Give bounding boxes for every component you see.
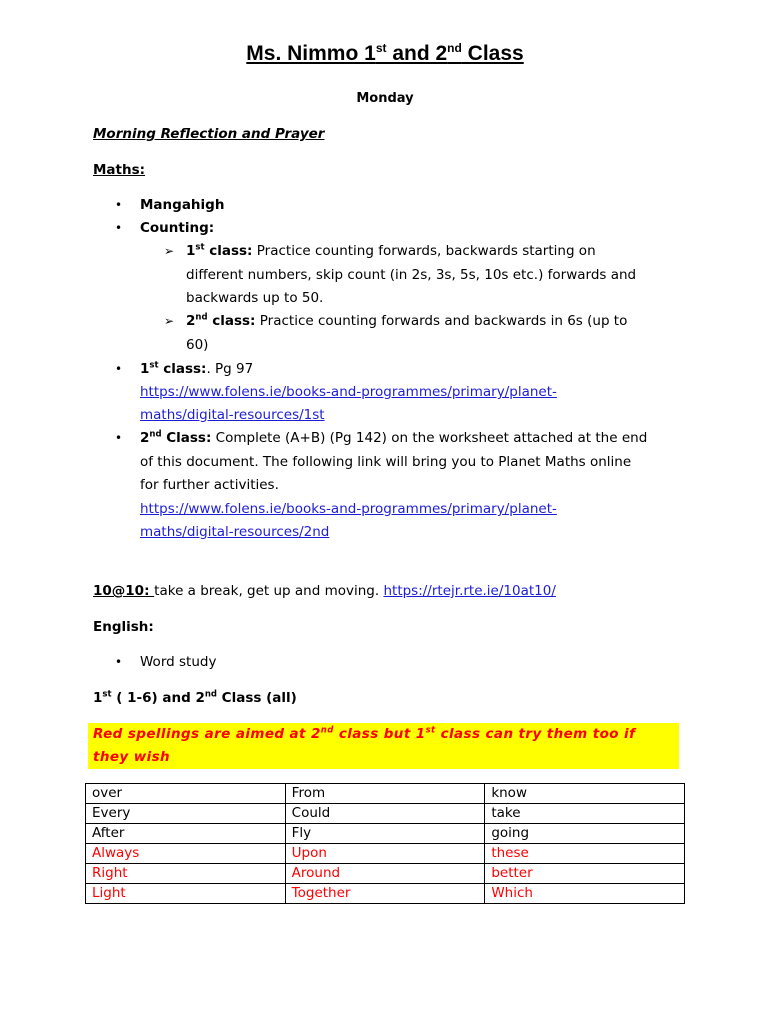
table-cell: better xyxy=(485,864,685,884)
bullet-icon: • xyxy=(115,362,123,376)
table-row xyxy=(86,884,685,904)
table-cell: Around xyxy=(285,864,485,884)
bullet-icon: • xyxy=(115,655,123,669)
break-line: 10@10: take a break, get up and moving. https://rtejr.rte.ie/10at10/ xyxy=(93,583,556,599)
table-cell: Always xyxy=(86,844,286,864)
table-cell: After xyxy=(86,824,286,844)
second-class-line: for further activities. xyxy=(140,477,279,493)
table-row xyxy=(86,804,685,824)
second-class-line: of this document. The following link will bring you to Planet Maths online xyxy=(140,454,632,470)
word-study-item: Word study xyxy=(140,654,217,670)
spelling-note: Red spellings are aimed at 2nd class but 1st class can try them too if they wish xyxy=(93,725,636,765)
table-cell: Could xyxy=(285,804,485,824)
spelling-table-body xyxy=(86,784,685,904)
counting-second-class-line: 60) xyxy=(186,337,209,353)
english-heading: English: xyxy=(93,619,154,635)
table-cell: Which xyxy=(485,884,685,904)
table-row xyxy=(86,844,685,864)
counting-first-class-line: different numbers, skip count (in 2s, 3s, 5s, 10s etc.) forwards and xyxy=(186,267,637,283)
table-cell: Every xyxy=(86,804,286,824)
maths-heading: Maths: xyxy=(93,162,146,178)
second-class-item: 2nd Class: Complete (A+B) (Pg 142) on the worksheet attached at the end xyxy=(140,429,648,446)
table-cell: know xyxy=(485,784,685,804)
table-row xyxy=(86,784,685,804)
mangahigh-item: Mangahigh xyxy=(140,197,225,213)
second-class-link[interactable]: maths/digital-resources/2nd xyxy=(140,524,330,540)
table-cell: going xyxy=(485,824,685,844)
spelling-table xyxy=(85,783,685,904)
bullet-icon: • xyxy=(115,431,123,445)
table-cell: Upon xyxy=(285,844,485,864)
table-row xyxy=(86,824,685,844)
first-class-link[interactable]: https://www.folens.ie/books-and-programmes/primary/planet- xyxy=(140,384,557,400)
arrow-bullet-icon: ➢ xyxy=(164,244,175,258)
table-cell: over xyxy=(86,784,286,804)
classes-heading: 1st ( 1-6) and 2nd Class (all) xyxy=(93,689,297,706)
table-cell: Fly xyxy=(285,824,485,844)
table-cell: Light xyxy=(86,884,286,904)
first-class-link[interactable]: maths/digital-resources/1st xyxy=(140,407,325,423)
arrow-bullet-icon: ➢ xyxy=(164,314,175,328)
counting-first-class-line: backwards up to 50. xyxy=(186,290,324,306)
table-cell: Together xyxy=(285,884,485,904)
break-link[interactable]: https://rtejr.rte.ie/10at10/ xyxy=(383,583,556,599)
table-cell: From xyxy=(285,784,485,804)
counting-first-class: 1st class: Practice counting forwards, backwards starting on xyxy=(186,242,596,259)
bullet-icon: • xyxy=(115,198,123,212)
page-title: Ms. Nimmo 1st and 2nd Class xyxy=(246,41,524,65)
counting-second-class: 2nd class: Practice counting forwards and backwards in 6s (up to xyxy=(186,312,628,329)
table-cell: take xyxy=(485,804,685,824)
day-heading: Monday xyxy=(356,91,414,106)
morning-heading: Morning Reflection and Prayer xyxy=(93,126,325,142)
table-cell: these xyxy=(485,844,685,864)
table-row xyxy=(86,864,685,884)
second-class-link[interactable]: https://www.folens.ie/books-and-programmes/primary/planet- xyxy=(140,501,557,517)
bullet-icon: • xyxy=(115,221,123,235)
table-cell: Right xyxy=(86,864,286,884)
first-class-item: 1st class:. Pg 97 xyxy=(140,360,254,377)
counting-item: Counting: xyxy=(140,220,215,236)
